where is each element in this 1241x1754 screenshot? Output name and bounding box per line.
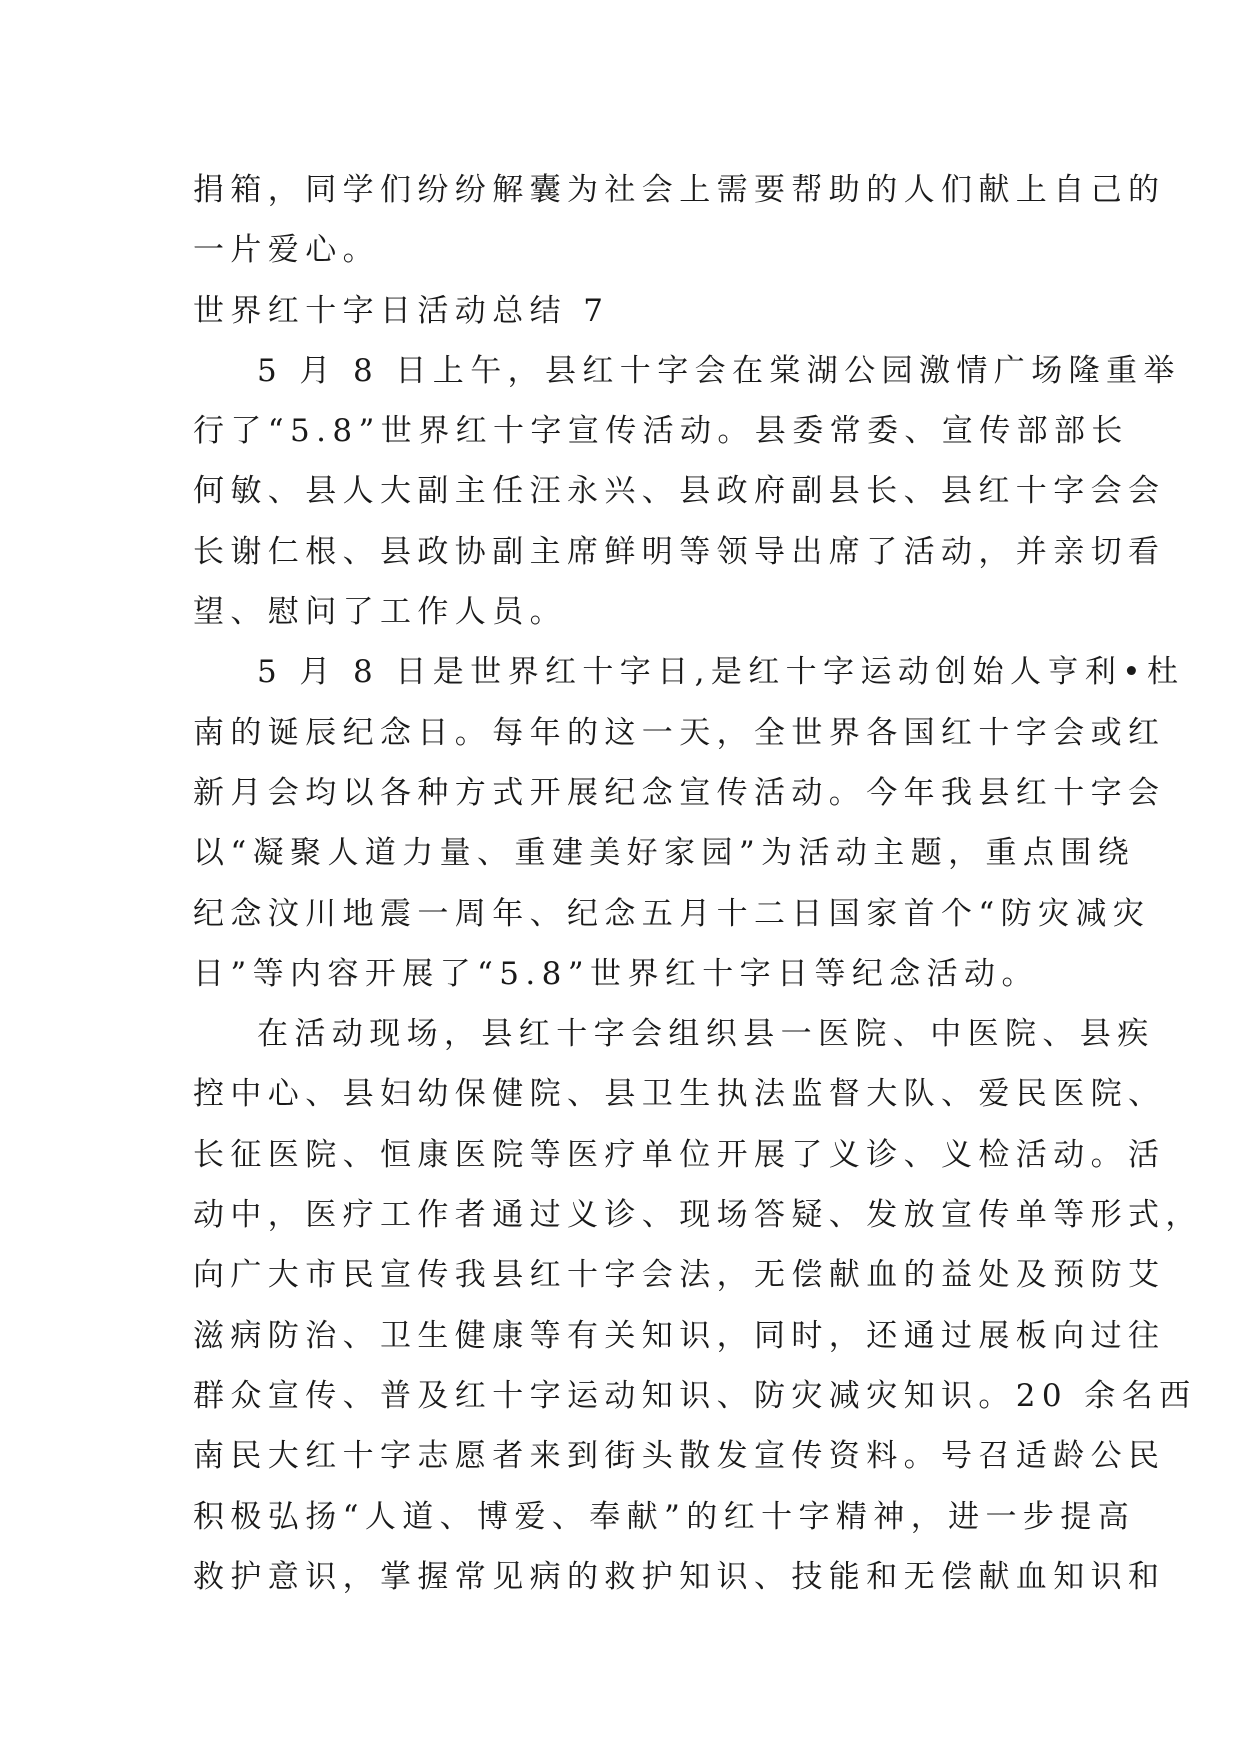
text-line: 动中，医疗工作者通过义诊、现场答疑、发放宣传单等形式， bbox=[193, 1197, 1203, 1234]
document-page bbox=[193, 160, 1203, 1607]
text-line: 向广大市民宣传我县红十字会法，无偿献血的益处及预防艾 bbox=[193, 1257, 1166, 1294]
text-line: 捐箱，同学们纷纷解囊为社会上需要帮助的人们献上自己的 bbox=[193, 172, 1166, 208]
text-line: 何敏、县人大副主任汪永兴、县政府副县长、县红十字会会 bbox=[193, 473, 1166, 510]
text-line: 长谢仁根、县政协副主席鲜明等领导出席了活动，并亲切看 bbox=[193, 533, 1166, 570]
text-line: 纪念汶川地震一周年、纪念五月十二日国家首个“防灾减灾 bbox=[193, 895, 1151, 932]
text-line: 长征医院、恒康医院等医疗单位开展了义诊、义检活动。活 bbox=[193, 1136, 1166, 1173]
text-line: 行了“5.8”世界红十字宣传活动。县委常委、宣传部部长 bbox=[193, 413, 1129, 450]
text-line: 救护意识，掌握常见病的救护知识、技能和无偿献血知识和 bbox=[193, 1558, 1166, 1595]
text-line: 一片爱心。 bbox=[193, 232, 380, 269]
text-line: 日”等内容开展了“5.8”世界红十字日等纪念活动。 bbox=[193, 955, 1039, 992]
text-line: 群众宣传、普及红十字运动知识、防灾减灾知识。20 余名西 bbox=[193, 1377, 1197, 1414]
text-line: 在活动现场，县红十字会组织县一医院、中医院、县疾 bbox=[257, 1016, 1155, 1053]
text-line: 南的诞辰纪念日。每年的这一天，全世界各国红十字会或红 bbox=[193, 714, 1166, 751]
section-title: 世界红十字日活动总结 7 bbox=[193, 292, 610, 329]
text-line: 新月会均以各种方式开展纪念宣传活动。今年我县红十字会 bbox=[193, 774, 1166, 811]
text-line: 滋病防治、卫生健康等有关知识，同时，还通过展板向过往 bbox=[193, 1317, 1166, 1354]
text-line: 控中心、县妇幼保健院、县卫生执法监督大队、爱民医院、 bbox=[193, 1076, 1166, 1113]
text-line: 望、慰问了工作人员。 bbox=[193, 594, 567, 631]
paragraph-2 bbox=[193, 642, 1185, 1004]
paragraph-3 bbox=[193, 1004, 1203, 1607]
text-line: 以“凝聚人道力量、重建美好家园”为活动主题，重点围绕 bbox=[193, 835, 1136, 872]
text-line: 积极弘扬“人道、博爱、奉献”的红十字精神，进一步提高 bbox=[193, 1498, 1136, 1535]
intro-text bbox=[193, 160, 1166, 281]
text-line: 5 月 8 日上午，县红十字会在棠湖公园激情广场隆重举 bbox=[257, 352, 1181, 389]
paragraph-1 bbox=[193, 341, 1181, 642]
text-line: 南民大红十字志愿者来到街头散发宣传资料。号召适龄公民 bbox=[193, 1438, 1166, 1475]
text-line: 5 月 8 日是世界红十字日,是红十字运动创始人亨利•杜 bbox=[257, 654, 1185, 691]
